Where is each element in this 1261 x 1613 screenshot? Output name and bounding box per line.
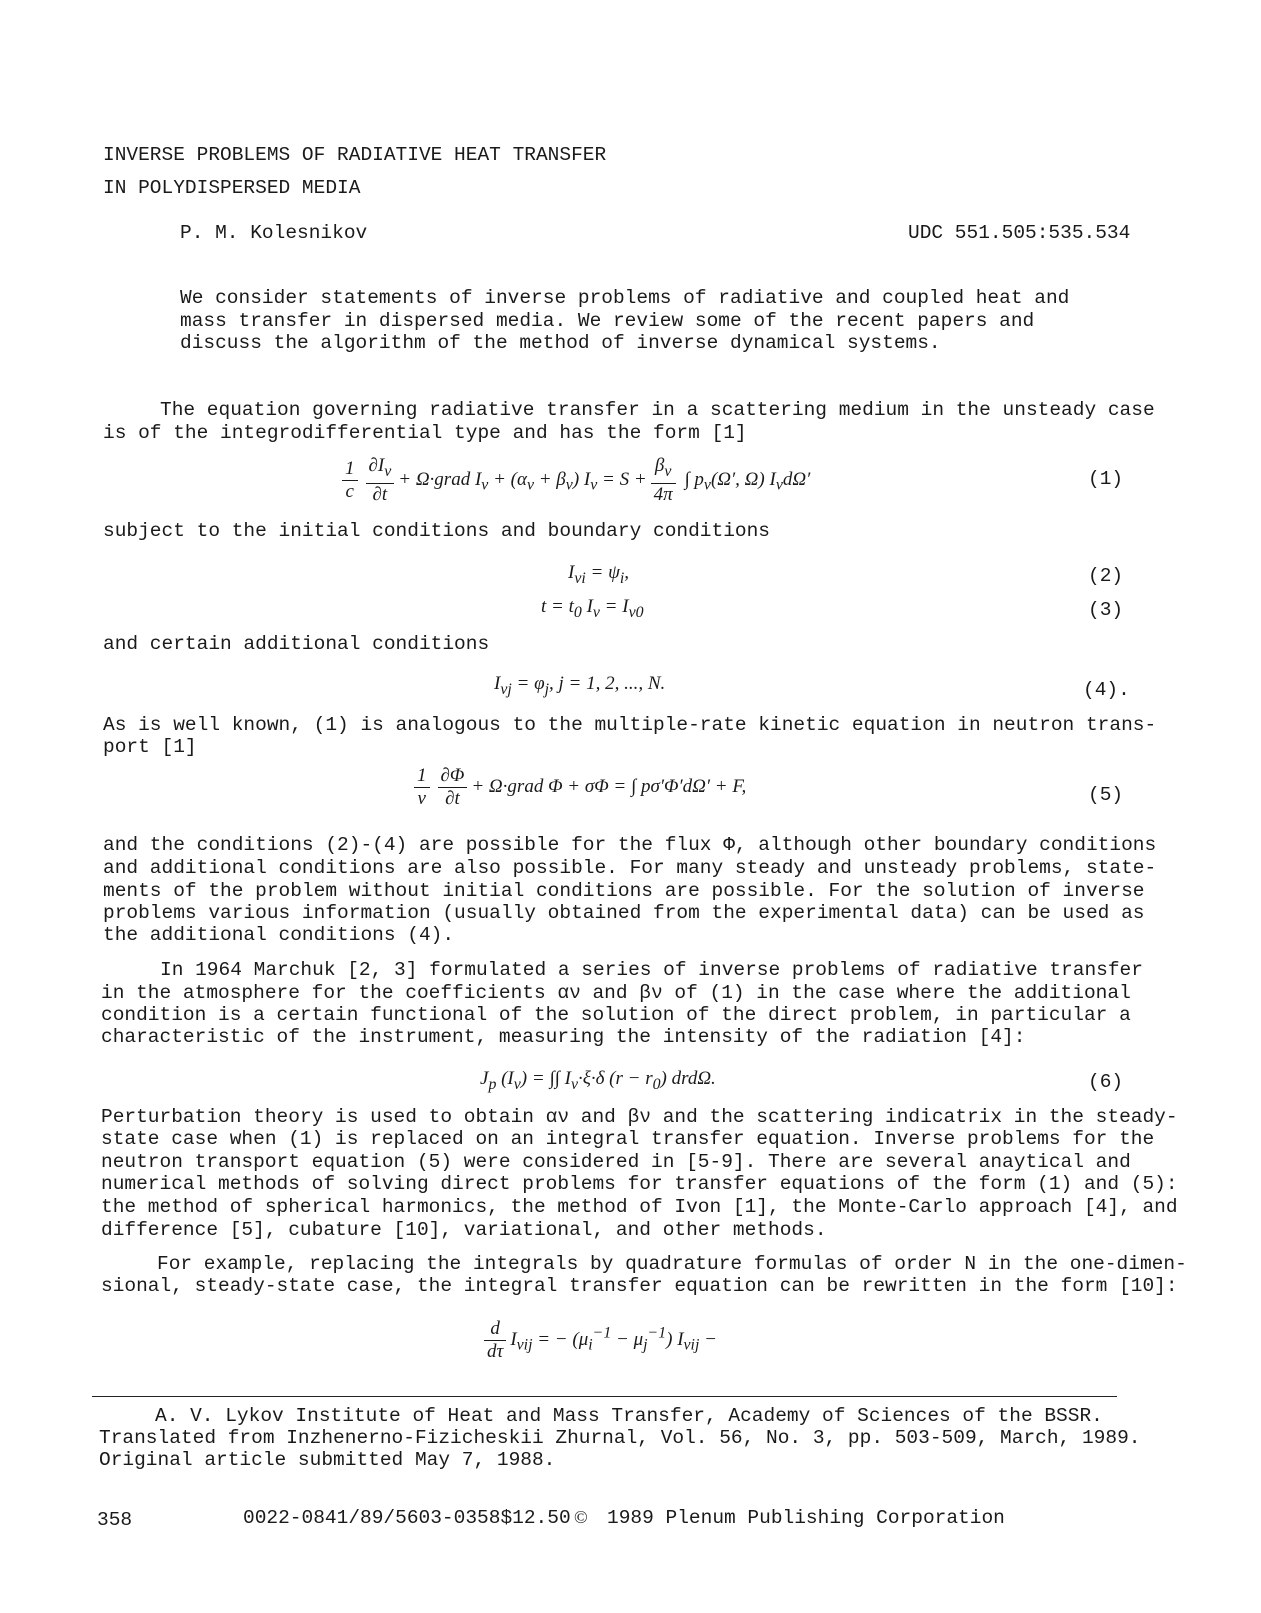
equation-number: (6) [1088,1071,1124,1093]
article-code: 0022-0841/89/5603-0358$12.50 [243,1507,571,1529]
equation-number: (3) [1088,599,1124,621]
paragraph-line: The equation governing radiative transfer in a scattering medium in the unsteady case [160,399,1155,421]
title-line-1: INVERSE PROBLEMS OF RADIATIVE HEAT TRANSFER [103,144,607,166]
abstract-line: mass transfer in dispersed media. We review some of the recent papers and [180,310,1035,332]
equation-4: $I_{\nu j} = \varphi_j$, j = 1, 2, ..., N. [494,673,666,698]
equation-6: $J_p$ $(I_\nu)$ = ∫∫ $I_\nu\cdot\xi\cdot\delta$ $(r - r_0)$ drdΩ. [480,1068,716,1093]
footnote-line: Original article submitted May 7, 1988. [99,1449,556,1471]
equation-1: $\frac{1}{c}$ $\frac{\partial I_\nu}{\partial t}$ + Ω·grad $I_\nu + (\alpha_\nu + \beta_\nu) I_\nu = S$ + $\frac{\beta_\nu}{4\pi}$ ∫ $p_\nu(\Omega'$, Ω) $I_\nu d\Omega'$ [338,455,810,506]
paragraph-line: ments of the problem without initial conditions are possible. For the solution of inverse [103,880,1145,902]
page-number: 358 [97,1509,133,1531]
title-line-2: IN POLYDISPERSED MEDIA [103,177,361,199]
equation-7: $\frac{d}{d\tau}$ $I_{\nu ij}$ = − $(\mu_i^{-1} - \mu_j^{-1}) I_{\nu ij}$ − [480,1318,717,1363]
paragraph-line: difference [5], cubature [10], variational, and other methods. [101,1219,827,1241]
paragraph-line: condition is a certain functional of the solution of the direct problem, in particular a [101,1004,1131,1026]
equation-number: (4). [1083,679,1130,701]
paragraph-line: numerical methods of solving direct problems for transfer equations of the form (1) and (5): [101,1173,1178,1195]
paragraph-line: problems various information (usually obtained from the experimental data) can be used as [103,902,1145,924]
paragraph-line: and the conditions (2)-(4) are possible for the flux Φ, although other boundary conditions [103,834,1157,856]
abstract-line: discuss the algorithm of the method of inverse dynamical systems. [180,332,941,354]
paragraph-line: the additional conditions (4). [103,924,455,946]
paragraph-line: neutron transport equation (5) were considered in [5-9]. There are several anaytical and [101,1151,1131,1173]
footnote-line: A. V. Lykov Institute of Heat and Mass Transfer, Academy of Sciences of the BSSR. [155,1405,1103,1427]
paragraph-line: and additional conditions are also possible. For many steady and unsteady problems, state- [103,857,1157,879]
paragraph-line: For example, replacing the integrals by quadrature formulas of order N in the one-dimen- [157,1253,1187,1275]
equation-number: (1) [1088,468,1124,490]
equation-5: $\frac{1}{v}$ $\frac{\partial\Phi}{\partial t}$ + Ω·grad Φ + σΦ = ∫ pσ′Φ′dΩ′ + F, [410,765,746,810]
equation-number: (5) [1088,784,1124,806]
paragraph-line: Perturbation theory is used to obtain αν and βν and the scattering indicatrix in the steady- [101,1106,1178,1128]
equation-number: (2) [1088,565,1124,587]
paragraph-line: in the atmosphere for the coefficients αν and βν of (1) in the case where the additional [101,982,1131,1004]
udc-code: UDC 551.505:535.534 [908,222,1131,244]
abstract-line: We consider statements of inverse problems of radiative and coupled heat and [180,287,1070,309]
paragraph-line: and certain additional conditions [103,633,490,655]
copyright-icon: © [574,1507,588,1527]
paragraph-line: port [1] [103,736,197,758]
paragraph-line: is of the integrodifferential type and has the form [1] [103,422,747,444]
equation-3: $t = t_0$ $I_\nu = I_{\nu 0}$ [541,596,644,621]
paragraph-line: As is well known, (1) is analogous to the multiple-rate kinetic equation in neutron trans- [103,714,1157,736]
equation-2: $I_{\nu i} = \psi_i$, [568,562,630,587]
footnote-line: Translated from Inzhenerno-Fizicheskii Zhurnal, Vol. 56, No. 3, pp. 503-509, March, 1989. [99,1427,1141,1449]
paragraph-line: sional, steady-state case, the integral transfer equation can be rewritten in the form [10]: [101,1275,1178,1297]
paragraph-line: characteristic of the instrument, measuring the intensity of the radiation [4]: [101,1026,1026,1048]
paragraph-line: subject to the initial conditions and boundary conditions [103,520,771,542]
footnote-divider [92,1396,1117,1397]
publisher: 1989 Plenum Publishing Corporation [607,1507,1005,1529]
paragraph-line: the method of spherical harmonics, the method of Ivon [1], the Monte-Carlo approach [4], and [101,1196,1178,1218]
paragraph-line: state case when (1) is replaced on an integral transfer equation. Inverse problems for the [101,1128,1155,1150]
author: P. M. Kolesnikov [180,222,368,244]
paragraph-line: In 1964 Marchuk [2, 3] formulated a series of inverse problems of radiative transfer [160,959,1143,981]
